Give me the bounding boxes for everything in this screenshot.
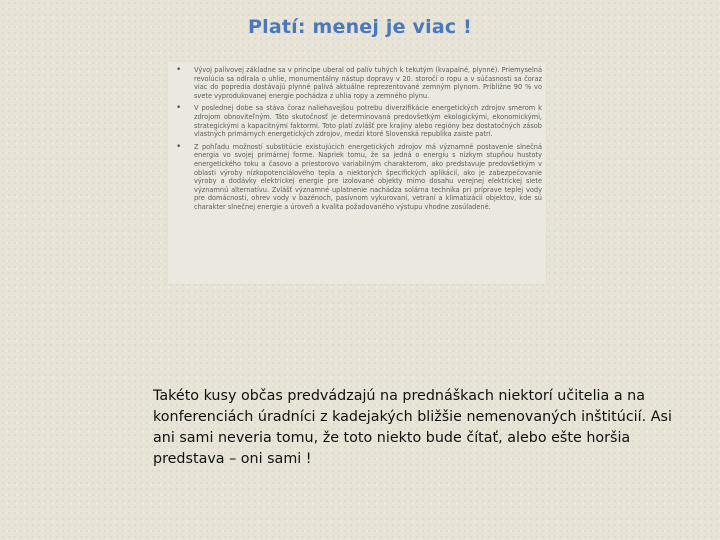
bullet-list [168, 62, 546, 212]
comment-paragraph: Takéto kusy občas predvádzajú na prednáškach niektorí učitelia a na konferenciách úradníci z kadejakých bližšie nemenovaných inštitúcií. Asi ani sami neveria tomu, že toto niekto bude čítať, alebo ešte horšia predstava – oni sami ! [153, 388, 672, 467]
bullet-text: Z pohľadu možností substitúcie existujúcich energetických zdrojov má významné postavenie slnečná energia vo svojej primárnej forme. Napriek tomu, že sa jedná o energiu s nízkym stupňou hustoty energetického toku a časovo a priestorovo variabilným charakterom, ako predstavuje predovšetkým v oblasti výroby nízkopotenciálového tepla a niektorých špecifických aplikácií, ako je zabezpečovanie výroby a dodávky elektrickej energie pre izolované objekty mimo dosahu verejnej elektrickej siete významnú alternatívu. Zvlášť významné uplatnenie nachádza solárna technika pri príprave teplej vody pre domácnosti, ohrev vody v bazénoch, pasívnom vykurovaní, vetraní a klimatizácii objektov, kde sú charakter slnečnej energie a úroveň a kvalita požadovaného výstupu vhodne zosúladené. [194, 142, 542, 211]
bullet-dot-icon: • [176, 103, 182, 114]
bullet-item [174, 143, 542, 212]
bullet-dot-icon: • [176, 65, 182, 75]
bullet-item [174, 104, 542, 138]
bullet-dot-icon: • [176, 141, 182, 152]
bullet-item [174, 66, 542, 100]
bullet-text: Vývoj palivovej základne sa v princípe uberal od palív tuhých k tekutým (kvapalné, plynné). Priemyselná revolúcia sa odlrala o uhlie, monumentálny nástup dopravy v 20. storočí o ropu a v súčasnosti sa čoraz viac do popredia dostávajú plynné palivá aktuálne reprezentované zemným plynom. Približne 90 % vo svete vyprodukovanej energie pochádza z uhlia ropy a zemného plynu. [194, 66, 542, 100]
slide-title: Platí: menej je viac ! [248, 16, 472, 38]
scanned-text-image [168, 62, 546, 284]
bullet-text: V poslednej dobe sa stáva čoraz naliehavejšou potrebu diverzifikácie energetických zdrojov smerom k zdrojom obnoviteľným. Táto skutočnosť je determinovaná predovšetkým ekologickými, ekonomickými, strategickými a kapacitnými faktormi. Toto platí zvlášť pre krajiny alebo regióny bez dostatočných zásob vlastných primárnych energetických zdrojov, medzi ktoré Slovenská republika zaiste patrí. [194, 104, 542, 139]
